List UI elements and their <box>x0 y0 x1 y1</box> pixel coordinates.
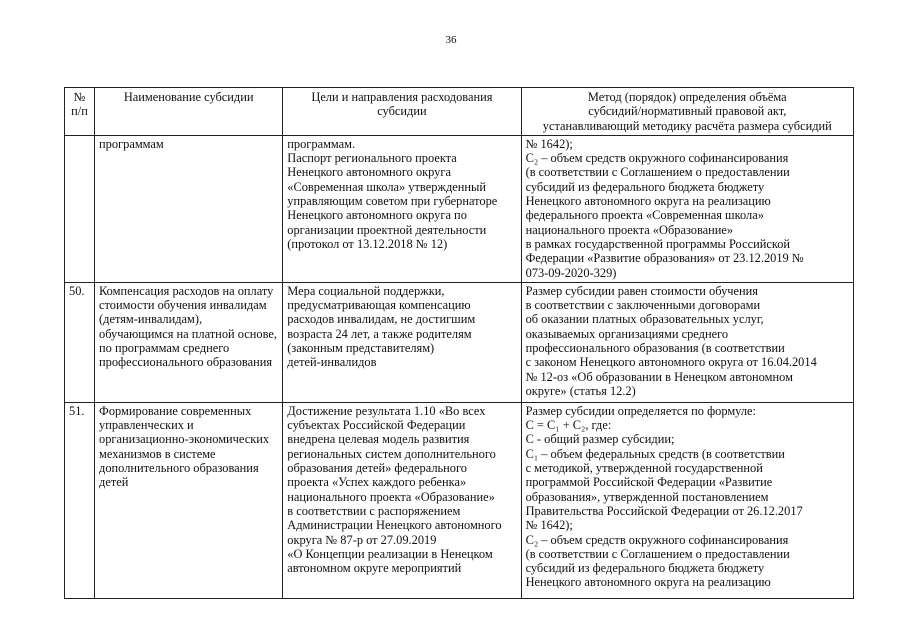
header-subsidy-name: Наименование субсидии <box>95 88 283 136</box>
header-method: Метод (порядок) определения объёма субсидий/нормативный правовой акт, устанавливающий методику расчёта размера субсидий <box>521 88 853 136</box>
subsidy-goal: Мера социальной поддержки, предусматривающая компенсацию расходов инвалидам, не достигшим возраста 24 лет, а также родителям (законным представителям) детей-инвалидов <box>283 282 521 402</box>
subsidies-table <box>64 87 854 599</box>
subsidy-goal: программам. Паспорт регионального проекта Ненецкого автономного округа «Современная школа» утвержденный управляющим советом при губернаторе Ненецкого автономного округа по организации проектной деятельности (протокол от 13.12.2018 № 12) <box>283 135 521 282</box>
table-header-row <box>65 88 854 136</box>
subsidy-method: Размер субсидии определяется по формуле: С = С₁ + С₂, где: С - общий размер субсидии; С₁ – объем федеральных средств (в соответствии с методикой, утвержденной государственной программой Российской Федерации «Развитие образования», утвержденной постановлением Правительства Российской Федерации от 26.12.2017 № 1642); С₂ – объем средств окружного софинансирования (в соответствии с Соглашением о предоставлении субсидий из федерального бюджета бюджету Ненецкого автономного округа на реализацию <box>521 402 853 598</box>
subsidy-method: Размер субсидии равен стоимости обучения в соответствии с заключенными договорами об оказании платных образовательных услуг, оказываемых организациями среднего профессионального образования (в соответствии с законом Ненецкого автономного округа от 16.04.2014 № 12-оз «Об образовании в Ненецком автономном округе» (статья 12.2) <box>521 282 853 402</box>
table-row <box>65 402 854 598</box>
subsidy-name: Компенсация расходов на оплату стоимости обучения инвалидам (детям-инвалидам), обучающимся на платной основе, по программам среднего профессионального образования <box>95 282 283 402</box>
subsidy-name: программам <box>95 135 283 282</box>
header-number: № п/п <box>65 88 95 136</box>
subsidy-goal: Достижение результата 1.10 «Во всех субъектах Российской Федерации внедрена целевая модель развития региональных систем дополнительного образования детей» федерального проекта «Успех каждого ребенка» национального проекта «Образование» в соответствии с распоряжением Администрации Ненецкого автономного округа № 87-р от 27.09.2019 «О Концепции реализации в Ненецком автономном округе мероприятий <box>283 402 521 598</box>
subsidy-method: № 1642); С₂ – объем средств окружного софинансирования (в соответствии с Соглашением о предоставлении субсидий из федерального бюджета бюджету Ненецкого автономного округа на реализацию федерального проекта «Современная школа» национального проекта «Образование» в рамках государственной программы Российской Федерации «Развитие образования» от 23.12.2019 № 073-09-2020-329) <box>521 135 853 282</box>
row-number: 51. <box>65 402 95 598</box>
row-number: 50. <box>65 282 95 402</box>
header-goals: Цели и направления расходования субсидии <box>283 88 521 136</box>
page-number: 36 <box>445 34 457 46</box>
table-row <box>65 282 854 402</box>
row-number <box>65 135 95 282</box>
subsidy-name: Формирование современных управленческих и организационно-экономических механизмов в системе дополнительного образования детей <box>95 402 283 598</box>
table-row <box>65 135 854 282</box>
